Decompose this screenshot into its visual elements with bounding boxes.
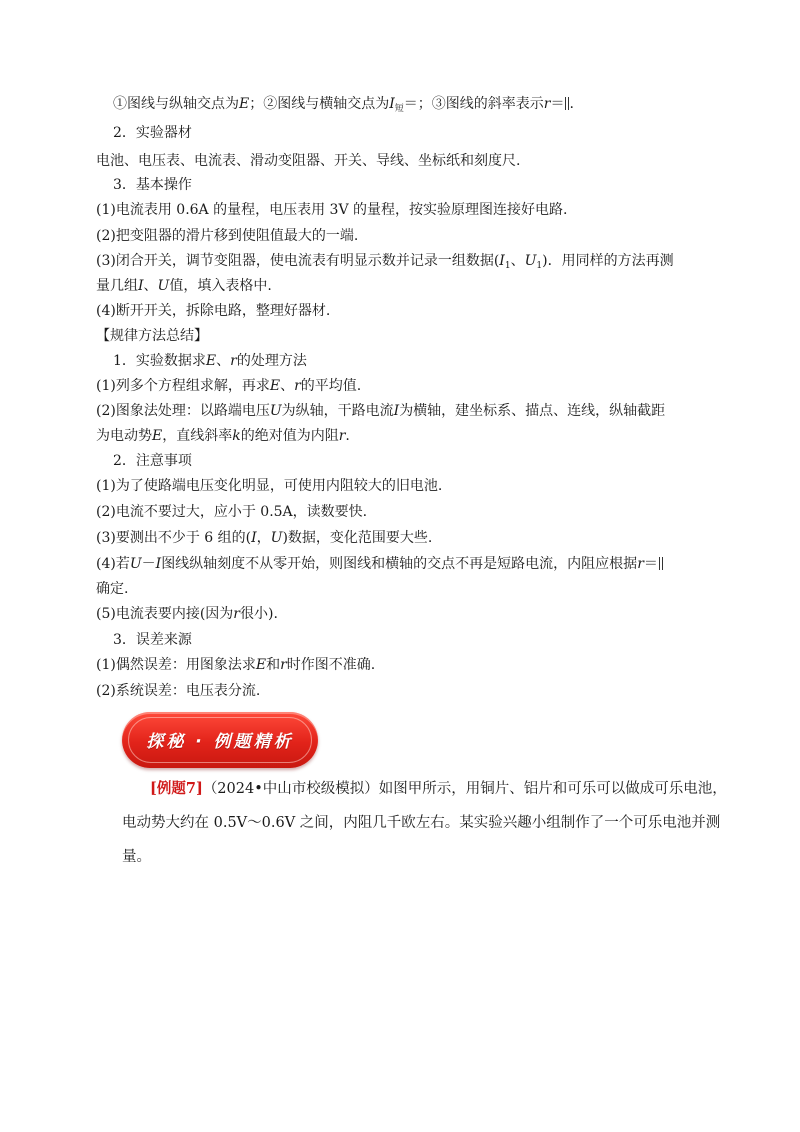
- text-segment: 为横轴，建坐标系、描点、连线，纵轴截距: [399, 403, 666, 419]
- text-segment: －: [141, 556, 156, 572]
- var-r: r: [280, 657, 287, 673]
- var-I: I: [499, 253, 505, 269]
- text-line-error-1: [96, 655, 716, 675]
- text-line-method-1: [96, 376, 716, 396]
- text-segment: 的平均值.: [300, 378, 362, 394]
- var-U: U: [129, 556, 142, 572]
- var-r: r: [543, 96, 551, 112]
- text-line-step-4: (4)断开开关，拆除电路，整理好器材.: [96, 303, 331, 319]
- var-E: E: [269, 378, 281, 394]
- text-segment: 、: [216, 353, 231, 369]
- text-segment: 量几组: [96, 278, 138, 294]
- text-line-method-2-cont: [96, 426, 716, 446]
- text-segment: ＝；③图线的斜率表示: [403, 96, 544, 112]
- text-segment: 、: [143, 278, 158, 294]
- var-E: E: [239, 96, 250, 112]
- var-r: r: [338, 428, 346, 444]
- example-line-2: 电动势大约在 0.5V～0.6V 之间，内阻几千欧左右。某实验兴趣小组制作了一个可乐电池并测: [122, 815, 721, 831]
- text-segment: .: [569, 96, 574, 112]
- var-r: r: [637, 556, 644, 572]
- text-segment: ，: [256, 530, 271, 546]
- text-segment: (2)图象法处理：以路端电压: [96, 403, 270, 419]
- text-segment: 为电动势: [96, 428, 152, 444]
- var-I: I: [138, 278, 144, 294]
- heading-method-summary: 【规律方法总结】: [96, 328, 208, 344]
- text-segment: 为纵轴，干路电流: [281, 403, 394, 419]
- text-segment: 1．实验数据求: [113, 353, 206, 369]
- text-line-method-2: [96, 401, 716, 421]
- var-E: E: [152, 428, 163, 444]
- heading-error-sources: 3．误差来源: [113, 632, 192, 648]
- var-U: U: [157, 278, 170, 294]
- example-line-1: [150, 778, 727, 800]
- text-segment: ，直线斜率: [162, 428, 233, 444]
- text-segment: 的处理方法: [236, 353, 307, 369]
- text-segment: 时作图不准确.: [286, 657, 376, 673]
- var-r: r: [230, 353, 237, 369]
- example-tag: [例题7]: [150, 780, 203, 797]
- example-line-3: 量。: [122, 849, 151, 865]
- text-line-precaution-4: [96, 554, 716, 574]
- subscript: 1: [504, 261, 511, 271]
- var-U: U: [270, 530, 283, 546]
- var-r: r: [294, 378, 301, 394]
- var-k: k: [232, 428, 241, 444]
- var-r: r: [233, 606, 240, 622]
- var-E: E: [205, 353, 217, 369]
- section-banner: [122, 712, 318, 768]
- text-line-precaution-2: (2)电流不要过大，应小于 0.5A，读数要快.: [96, 504, 368, 520]
- text-line-step-1: (1)电流表用 0.6A 的量程，电压表用 3V 的量程，按实验原理图连接好电路.: [96, 202, 568, 218]
- text-segment: 很小).: [240, 606, 278, 622]
- var-I: I: [389, 96, 395, 112]
- text-segment: （2024•中山市校级模拟）如图甲所示，用铜片、铝片和可乐可以做成可乐电池，: [202, 781, 727, 797]
- text-segment: (4)若: [96, 556, 130, 572]
- text-segment: 值，填入表格中.: [169, 278, 272, 294]
- text-segment: 、: [510, 253, 525, 269]
- text-segment: (5)电流表要内接(因为: [96, 606, 234, 622]
- text-segment: ；②图线与横轴交点为: [249, 96, 390, 112]
- text-segment: )．用同样的方法再测: [542, 253, 674, 269]
- text-segment: 图线纵轴刻度不从零开始，则图线和横轴的交点不再是短路电流，内阻应根据: [161, 556, 638, 572]
- text-line-step-3: [96, 251, 716, 276]
- text-segment: 和: [266, 657, 281, 673]
- text-line-equipment: 电池、电压表、电流表、滑动变阻器、开关、导线、坐标纸和刻度尺.: [96, 153, 521, 169]
- heading-precautions: 2．注意事项: [113, 453, 192, 469]
- text-line-precaution-3: [96, 528, 716, 548]
- text-segment: (1)列多个方程组求解，再求: [96, 378, 270, 394]
- text-segment: ①图线与纵轴交点为: [113, 96, 239, 112]
- heading-operation: 3．基本操作: [113, 177, 192, 193]
- var-U: U: [524, 253, 537, 269]
- subscript-short: 短: [394, 104, 404, 114]
- var-I: I: [155, 556, 162, 572]
- text-segment: )数据，变化范围要大些.: [282, 530, 433, 546]
- text-segment: (3)闭合开关，调节变阻器，使电流表有明显示数并记录一组数据(: [96, 253, 500, 269]
- text-line-precaution-5: [96, 604, 716, 624]
- text-line-step-3-cont: [96, 276, 716, 296]
- subscript: 1: [536, 261, 543, 271]
- var-I: I: [393, 403, 400, 419]
- text-segment: ＝: [643, 556, 658, 572]
- text-line-precaution-1: (1)为了使路端电压变化明显，可使用内阻较大的旧电池.: [96, 478, 443, 494]
- text-line-precaution-4-cont: 确定.: [96, 581, 129, 597]
- var-I: I: [251, 530, 257, 546]
- text-segment: (1)偶然误差：用图象法求: [96, 657, 256, 673]
- text-segment: .: [345, 428, 350, 444]
- banner-label: 探秘 · 例题精析: [146, 732, 294, 752]
- text-line-step-2: (2)把变阻器的滑片移到使阻值最大的一端.: [96, 228, 359, 244]
- fraction-placeholder: [659, 557, 663, 570]
- text-line-graph-intercepts: [113, 94, 733, 119]
- heading-equipment: 2．实验器材: [113, 125, 192, 141]
- var-E: E: [255, 657, 267, 673]
- text-line-error-2: (2)系统误差：电压表分流.: [96, 683, 261, 699]
- var-U: U: [269, 403, 282, 419]
- text-segment: ＝: [550, 96, 565, 112]
- text-segment: (3)要测出不少于 6 组的(: [96, 530, 252, 546]
- text-segment: 、: [280, 378, 295, 394]
- heading-data-processing: [113, 351, 733, 371]
- text-segment: 的绝对值为内阻: [240, 428, 339, 444]
